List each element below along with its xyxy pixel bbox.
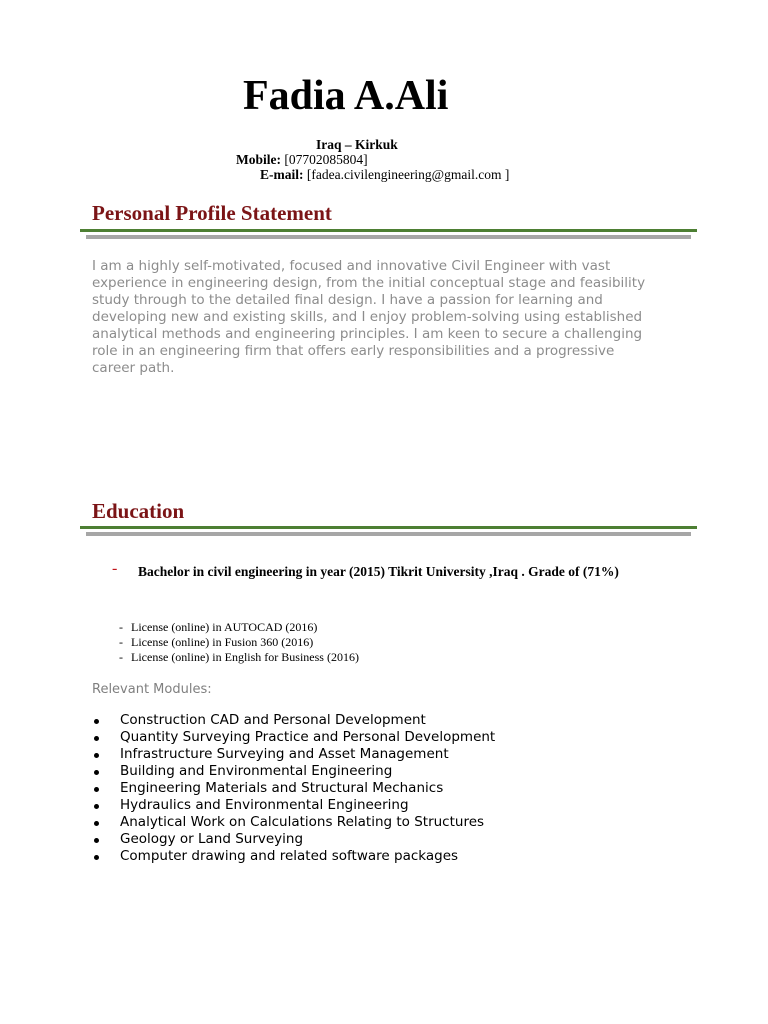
email-label: E-mail:: [260, 167, 304, 182]
mobile-label: Mobile:: [236, 152, 281, 167]
module-text: Quantity Surveying Practice and Personal Development: [120, 729, 496, 745]
profile-section-title: Personal Profile Statement: [92, 201, 332, 225]
education-divider: [80, 526, 697, 536]
bullet-icon: [94, 736, 99, 741]
list-item: - License (online) in English for Business (2016): [119, 650, 359, 664]
mobile-line: [236, 152, 368, 168]
list-item: [92, 797, 495, 814]
list-item: [92, 814, 495, 831]
license-list: [112, 620, 359, 665]
divider-gray-line: [86, 235, 691, 239]
bullet-icon: [94, 719, 99, 724]
module-text: Construction CAD and Personal Development: [120, 712, 426, 728]
list-item: [92, 746, 495, 763]
license-text: License (online) in AUTOCAD (2016): [131, 620, 318, 634]
profile-divider: [80, 229, 697, 239]
profile-statement: I am a highly self-motivated, focused and innovative Civil Engineer with vast experience in engineering design, from the initial conceptual stage and feasibility study through to the detailed final design. I have a passion for learning and developing new and existing skills, and I enjoy problem-solving using established analytical methods and engineering principles. I am keen to secure a challenging role in an engineering firm that offers early responsibilities and a progressive career path.: [92, 258, 646, 376]
location: Iraq – Kirkuk: [316, 137, 398, 152]
bullet-icon: [94, 787, 99, 792]
divider-gray-line: [86, 532, 691, 536]
module-text: Hydraulics and Environmental Engineering: [120, 797, 409, 813]
module-text: Analytical Work on Calculations Relating to Structures: [120, 814, 485, 830]
module-text: Building and Environmental Engineering: [120, 763, 393, 779]
bullet-icon: [94, 753, 99, 758]
license-text: License (online) in Fusion 360 (2016): [131, 635, 314, 649]
list-item: - License (online) in Fusion 360 (2016): [119, 635, 314, 649]
list-item: [92, 780, 495, 797]
divider-green-line: [80, 526, 697, 529]
list-item: [92, 831, 495, 848]
bullet-icon: [94, 804, 99, 809]
module-text: Geology or Land Surveying: [120, 831, 304, 847]
module-text: Computer drawing and related software packages: [120, 848, 459, 864]
bullet-icon: [94, 821, 99, 826]
module-text: Infrastructure Surveying and Asset Management: [120, 746, 449, 762]
bullet-icon: [94, 855, 99, 860]
list-item: - License (online) in AUTOCAD (2016): [119, 620, 318, 634]
mobile-value: [07702085804]: [284, 152, 368, 167]
list-item: [92, 729, 495, 746]
license-text: License (online) in English for Business (2016): [131, 650, 359, 664]
degree-entry: [112, 560, 652, 580]
education-section-title: Education: [92, 499, 185, 523]
email-value: [fadea.civilengineering@gmail.com ]: [306, 167, 510, 182]
email-line: [260, 167, 509, 183]
modules-list: [92, 712, 495, 865]
candidate-name: Fadia A.Ali: [243, 73, 449, 119]
list-item: [92, 848, 495, 865]
bullet-icon: [94, 770, 99, 775]
bullet-icon: [94, 838, 99, 843]
list-item: [92, 763, 495, 780]
list-item: [92, 712, 495, 729]
modules-label: Relevant Modules:: [92, 682, 212, 697]
degree-text: Bachelor in civil engineering in year (2015) Tikrit University ,Iraq . Grade of (71%): [138, 564, 619, 579]
degree-dash: -: [112, 560, 118, 577]
module-text: Engineering Materials and Structural Mechanics: [120, 780, 444, 796]
divider-green-line: [80, 229, 697, 232]
